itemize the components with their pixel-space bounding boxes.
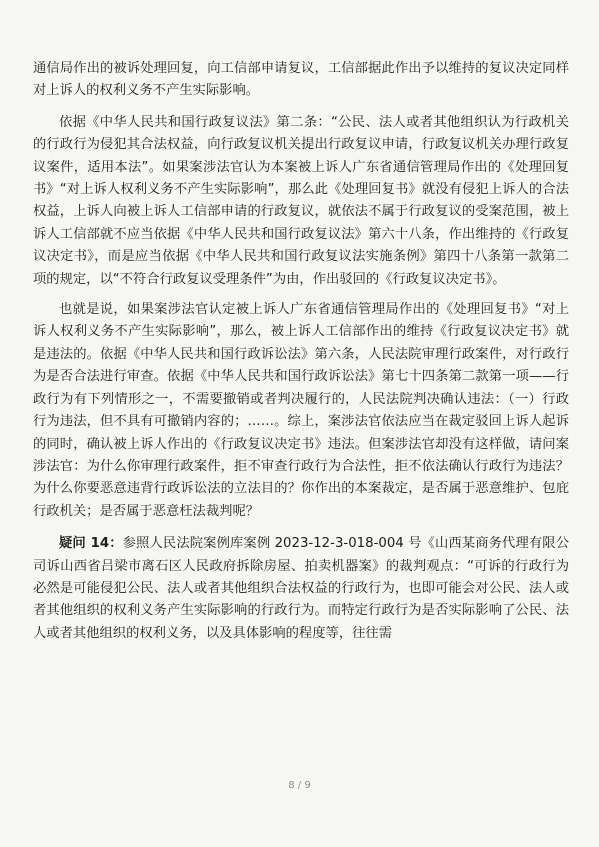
document-body	[33, 58, 569, 645]
paragraph-1: 通信局作出的被诉处理回复，向工信部申请复议，工信部据此作出予以维持的复议决定同样对上诉人的权利义务不产生实际影响。	[33, 61, 569, 99]
page-number: 8 / 9	[288, 780, 311, 791]
paragraph-4	[33, 533, 569, 645]
paragraph-4-text: 参照人民法院案例库案例 2023-12-3-018-004 号《山西某商务代理有限公司诉山西省吕梁市离石区人民政府拆除房屋、拍卖机器案》的裁判观点：“可诉的行政行为必然是可能侵犯公民、法人或者其他组织合法权益的行政行为，也即可能会对公民、法人或者其他组织的权利义务产生实际影响的行政行为。而特定行政行为是否实际影响了公民、法人或者其他组织的权利义务，以及具体影响的程度等，往往需	[33, 536, 570, 641]
paragraph-2: 依据《中华人民共和国行政复议法》第二条：“公民、法人或者其他组织认为行政机关的行政行为侵犯其合法权益，向行政复议机关提出行政复议申请，行政复议机关办理行政复议案件，适用本法”。如果案涉法官认为本案被上诉人广东省通信管理局作出的《处理回复书》“对上诉人权利义务不产生实际影响”，那么此《处理回复书》就没有侵犯上诉人的合法权益，上诉人向被上诉人工信部申请的行政复议，就依法不属于行政复议的受案范围，被上诉人工信部就不应当依据《中华人民共和国行政复议法》第六十八条，作出维持的《行政复议决定书》，而是应当依据《中华人民共和国行政复议法实施条例》第四十八条第一款第二项的规定，以“不符合行政复议受理条件”为由，作出驳回的《行政复议决定书》。	[33, 114, 569, 287]
question-label: 疑问 14：	[59, 536, 123, 552]
paragraph-3: 也就是说，如果案涉法官认定被上诉人广东省通信管理局作出的《处理回复书》“对上诉人权利义务不产生实际影响”，那么，被上诉人工信部作出的维持《行政复议决定书》就是违法的。依据《中华人民共和国行政诉讼法》第六条，人民法院审理行政案件，对行政行为是否合法进行审查。依据《中华人民共和国行政诉讼法》第七十四条第二款第一项——行政行为有下列情形之一，不需要撤销或者判决履行的，人民法院判决确认违法：（一）行政行为违法，但不具有可撤销内容的；……。综上，案涉法官依法应当在裁定驳回上诉人起诉的同时，确认被上诉人作出的《行政复议决定书》违法。但案涉法官却没有这样做，请问案涉法官：为什么你审理行政案件，拒不审查行政行为合法性，拒不依法确认行政行为违法？为什么你要恶意违背行政诉讼法的立法目的？你作出的本案裁定，是否属于恶意维护、包庇行政机关；是否属于恶意枉法裁判呢？	[33, 302, 569, 519]
